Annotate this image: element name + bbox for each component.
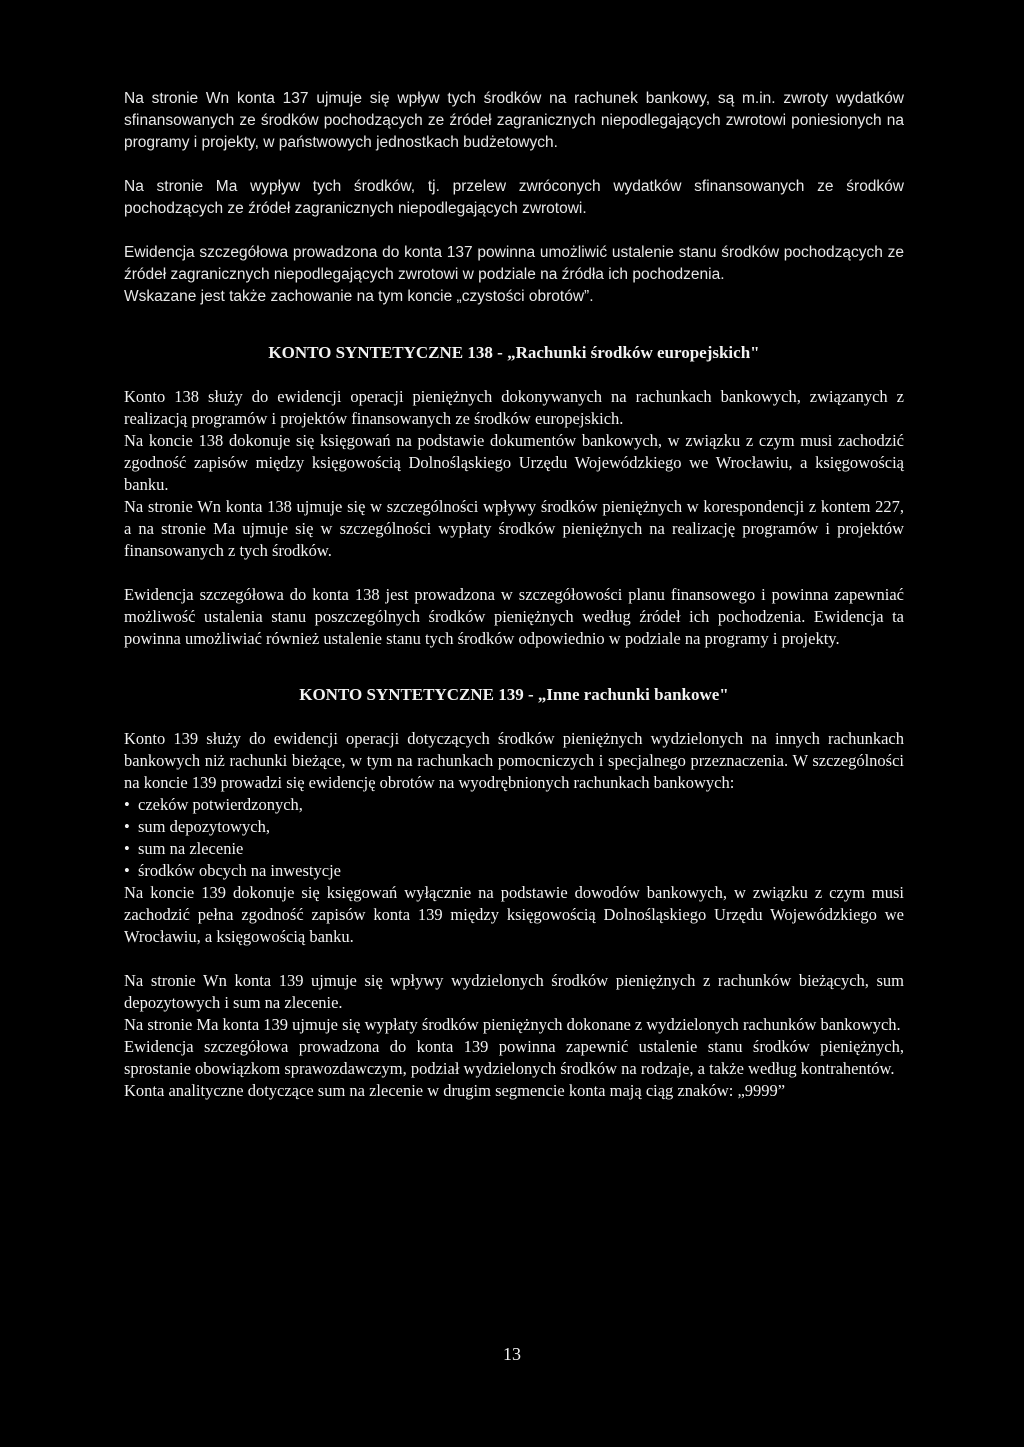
list-item: • środków obcych na inwestycje [124, 860, 904, 882]
section-heading-139 [124, 684, 904, 706]
intro-block [124, 88, 904, 308]
paragraph: Wskazane jest także zachowanie na tym koncie „czystości obrotów”. [124, 288, 594, 305]
paragraph: Konto 138 służy do ewidencji operacji pieniężnych dokonywanych na rachunkach bankowych, związanych z realizacją programów i projektów finansowanych ze środków europejskich. [124, 387, 904, 428]
heading-title: „Inne rachunki bankowe" [537, 685, 729, 704]
paragraph: Konta analityczne dotyczące sum na zlecenie w drugim segmencie konta mają ciąg znaków: „9999” [124, 1081, 786, 1100]
page-number: 13 [503, 1344, 521, 1364]
paragraph: Ewidencja szczegółowa prowadzona do konta 137 powinna umożliwić ustalenie stanu środków pochodzących ze źródeł zagranicznych niepodlegających zwrotowi w podziale na źródła ich pochodzenia. [124, 244, 904, 283]
paragraph: Konto 139 służy do ewidencji operacji dotyczących środków pieniężnych wydzielonych na innych rachunkach bankowych niż rachunki bieżące, w tym na rachunkach pomocniczych i specjalnego przeznaczenia. W szczególności na koncie 139 prowadzi się ewidencję obrotów na wyodrębnionych rachunkach bankowych: [124, 729, 904, 792]
heading-prefix: KONTO SYNTETYCZNE 139 - [299, 685, 538, 704]
document-page [124, 88, 904, 1102]
paragraph: Na stronie Wn konta 139 ujmuje się wpływy wydzielonych środków pieniężnych z rachunków bieżących, sum depozytowych i sum na zlecenie. [124, 971, 904, 1012]
paragraph: Na stronie Wn konta 138 ujmuje się w szczególności wpływy środków pieniężnych w korespondencji z kontem 227, a na stronie Ma ujmuje się w szczególności wypłaty środków pieniężnych na realizację programów i projektów finansowanych z tych środków. [124, 497, 904, 560]
list-item: • sum na zlecenie [124, 838, 904, 860]
section-138-body [124, 386, 904, 650]
paragraph: Na koncie 139 dokonuje się księgowań wyłącznie na podstawie dowodów bankowych, w związku z czym musi zachodzić pełna zgodność zapisów konta 139 między księgowością Dolnośląskiego Urzędu Wojewódzkiego we Wrocławiu, a księgowością banku. [124, 883, 904, 946]
section-heading-138 [124, 342, 904, 364]
list-item: • czeków potwierdzonych, [124, 794, 904, 816]
bullet-list [124, 794, 904, 882]
heading-title: „Rachunki środków europejskich" [507, 343, 760, 362]
paragraph: Na koncie 138 dokonuje się księgowań na podstawie dokumentów bankowych, w związku z czym musi zachodzić zgodność zapisów między księgowością Dolnośląskiego Urzędu Wojewódzkiego we Wrocławiu, a księgowością banku. [124, 431, 904, 494]
paragraph: Ewidencja szczegółowa prowadzona do konta 139 powinna zapewnić ustalenie stanu środków pieniężnych, sprostanie obowiązkom sprawozdawczym, podział wydzielonych środków na rodzaje, a także według kontrahentów. [124, 1037, 904, 1078]
paragraph: Na stronie Wn konta 137 ujmuje się wpływ tych środków na rachunek bankowy, są m.in. zwroty wydatków sfinansowanych ze środków pochodzących ze źródeł zagranicznych niepodlegających zwrotowi poniesionych na programy i projekty, w państwowych jednostkach budżetowych. [124, 90, 904, 151]
paragraph: Na stronie Ma konta 139 ujmuje się wypłaty środków pieniężnych dokonane z wydzielonych rachunków bankowych. [124, 1015, 901, 1034]
paragraph: Na stronie Ma wypływ tych środków, tj. przelew zwróconych wydatków sfinansowanych ze środków pochodzących ze źródeł zagranicznych niepodlegających zwrotowi. [124, 178, 904, 217]
list-item: • sum depozytowych, [124, 816, 904, 838]
paragraph: Ewidencja szczegółowa do konta 138 jest prowadzona w szczegółowości planu finansowego i powinna zapewniać możliwość ustalenia stanu poszczególnych środków pieniężnych według źródeł ich pochodzenia. Ewidencja ta powinna umożliwiać również ustalenie stanu tych środków odpowiednio w podziale na programy i projekty. [124, 585, 904, 648]
heading-prefix: KONTO SYNTETYCZNE 138 - [268, 343, 508, 362]
section-139-body [124, 728, 904, 1102]
